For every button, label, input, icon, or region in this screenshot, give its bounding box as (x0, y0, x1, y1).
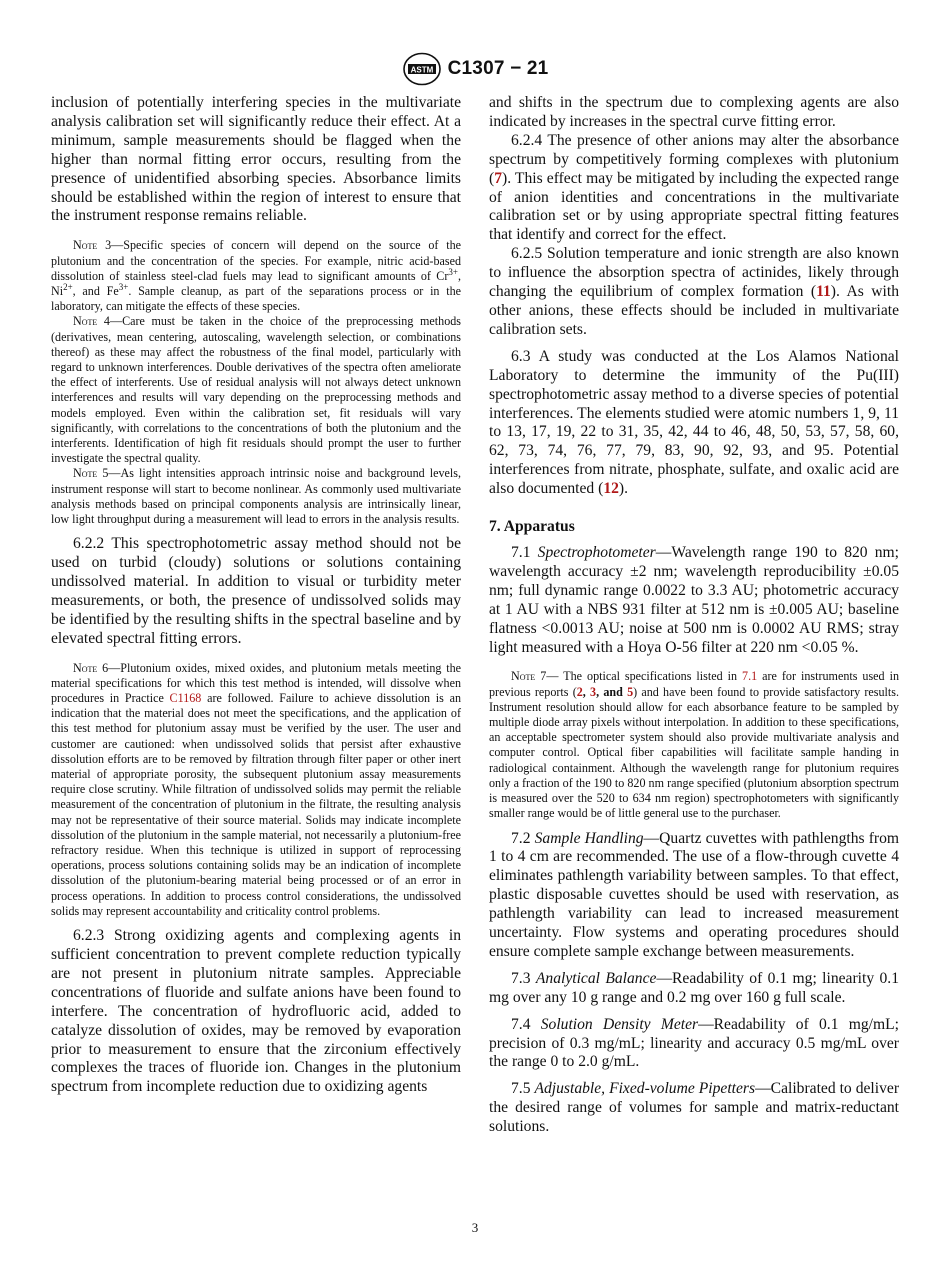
paragraph-7-3: 7.3 Analytical Balance—Readability of 0.1 mg; linearity 0.1 mg over any 10 g range and 0.2 mg over 160 g full scale. (489, 969, 899, 1006)
ref-link-2[interactable]: 2 (576, 684, 583, 699)
paragraph-6-2-3: 6.2.3 Strong oxidizing agents and complexing agents in sufficient concentration to prevent complete reduction typically are not present in plutonium nitrate samples. Appreciable concentrations of fluoride and sulfate anions have been found to interfere. The concentration of hydrofluoric acid, added to catalyze dissolution of oxides, may be removed by evaporation prior to measurement to ensure that the zirconium effectively complexes the traces of fluoride ion. Changes in the plutonium spectrum from incomplete reduction due to oxidizing agents (51, 927, 461, 1096)
page-number: 3 (471, 1220, 479, 1235)
ref-link-7-1[interactable]: 7.1 (742, 669, 758, 684)
paragraph-6-2-5: 6.2.5 Solution temperature and ionic strength are also known to influence the absorption spectra of actinides, likely through changing the equilibrium of complex formation (11). As with other anions, these effects should be included in multivariate calibration sets. (489, 245, 899, 338)
ref-link-7[interactable]: 7 (494, 169, 502, 187)
left-column (51, 94, 461, 1097)
ref-link-3[interactable]: 3 (590, 684, 597, 699)
astm-logo-icon (402, 52, 442, 86)
paragraph-continued: inclusion of potentially interfering species in the multivariate analysis calibration set will significantly reduce their effect. At a minimum, sample measurements should be flagged when the higher than normal fitting error occurs, resulting from the presence of unidentified absorbing species. Absorbance limits should be established within the region of interest to ensure that the instrument response remains reliable. (51, 94, 461, 225)
note-5: Note 5—As light intensities approach intrinsic noise and background levels, instrument response will start to become nonlinear. As commonly used multivariate analysis methods based on principal components analysis are intrinsically linear, low light throughput during a measurement will lead to errors in the analysis results. (51, 466, 461, 526)
svg-text:ASTM: ASTM (410, 65, 433, 75)
ref-link-c1168[interactable]: C1168 (169, 691, 202, 706)
right-column (489, 94, 899, 1137)
ref-link-12[interactable]: 12 (603, 480, 619, 498)
paragraph-6-3: 6.3 A study was conducted at the Los Alamos National Laboratory to determine the immunity of the Pu(III) spectrophotometric assay method to a diverse species of potential interferences. The elements studied were atomic numbers 1, 9, 11 to 13, 17, 19, 22 to 31, 35, 42, 44 to 46, 48, 50, 53, 57, 58, 60, 62, 73, 74, 76, 77, 79, 83, 90, 92, 93, and 95. Potential interferences from nitrate, phosphate, sulfate, and oxalic acid are also documented (12). (489, 347, 899, 498)
document-id: C1307 − 21 (447, 58, 549, 79)
paragraph-7-2: 7.2 Sample Handling—Quartz cuvettes with pathlengths from 1 to 4 cm are recommended. The use of a flow-through cuvette 4 eliminates pathlength variability between samples. To that effect, plastic disposable cuvettes should be used with reservation, as pathlength variability can lead to increased measurement uncertainty. Flow systems and operating procedures should ensure complete sample exchange between measurements. (489, 829, 900, 960)
ref-link-11[interactable]: 11 (816, 283, 831, 301)
paragraph-7-5: 7.5 Adjustable, Fixed-volume Pipetters—Calibrated to deliver the desired range of volumes for sample and matrix-reductant solutions. (489, 1080, 900, 1136)
page-header (0, 52, 950, 86)
ref-link-5[interactable]: 5 (627, 684, 634, 699)
paragraph-6-2-4: 6.2.4 The presence of other anions may alter the absorbance spectrum by competitively forming complexes with plutonium (7). This effect may be mitigated by including the expected range of anion identities and concentrations in the multivariate calibration set or by using appropriate spectral fitting features that identify and correct for the effect. (489, 131, 899, 244)
note-3: Note 3—Specific species of concern will depend on the source of the plutonium and the concentration of the species. For example, nitric acid-based dissolution of stainless steel-clad fuels may lead to significant amounts of $Cr^{3+}$, $Ni^{2+}$, and $Fe^{3+}$. Sample cleanup, as part of the separations process or in the laboratory, can mitigate the effects of these species. (51, 238, 461, 314)
paragraph-7-4: 7.4 Solution Density Meter—Readability of 0.1 mg/mL; precision of 0.3 mg/mL; linearity and accuracy 0.5 mg/mL over the range 0 to 2.0 g/mL. (489, 1015, 899, 1071)
paragraph-continued-right: and shifts in the spectrum due to complexing agents are also indicated by increases in the spectral curve fitting error. (489, 94, 899, 130)
paragraph-7-1: 7.1 Spectrophotometer—Wavelength range 190 to 820 nm; wavelength accuracy ±2 nm; wavelength reproducibility ±0.05 nm; full dynamic range 0.0022 to 3.3 AU; photometric accuracy at 1 AU with a NBS 931 filter at 512 nm is ±0.005 AU; baseline flatness <0.0013 AU; noise at 500 nm is 0.0002 AU RMS; stray light measured with a Hoya O-56 filter at 220 nm <0.05 %. (489, 544, 899, 656)
note-7: Note 7— The optical specifications listed in 7.1 are for instruments used in previous reports (2, 3, and 5) and have been found to provide satisfactory results. Instrument resolution should allow for each absorbance feature to be sampled by multiple diode array pixels without interpolation. In addition to these specifications, an acceptable spectrometer system should also provide multivariate analysis and computer control. Optical fiber capabilities will facilitate sample handing in radiological containment. Although the wavelength range for plutonium requires only a fraction of the 190 to 820 nm range specified (plutonium absorption spectrum is measured over the 520 to 634 nm region) spectrophotometers with significantly smaller range would be of little general use to the purchaser. (489, 669, 900, 821)
note-4: Note 4—Care must be taken in the choice of the preprocessing methods (derivatives, mean centering, autoscaling, wavelength selection, or combinations thereof) as these may affect the robustness of the final model, particularly with regard to unknown interferences. Double derivatives of the spectra often ameliorate the effect of interferents. Use of residual analysis will not always detect unknown interferences and results will vary depending on the preprocessing methods and models employed. Even within the calibration set, fit residuals will vary significantly, with correlations to the concentrations of both the plutonium and the interferents. Identification of high fit residuals should prompt the user to further investigate the spectral quality. (51, 314, 461, 466)
note-6: Note 6—Plutonium oxides, mixed oxides, and plutonium metals meeting the material specifications for which this test method is intended, will dissolve when procedures in Practice C1168 are followed. Failure to achieve dissolution is an indication that the material does not meet the specifications, and the application of this test method for plutonium assay must be verified by the user. The user and customer are cautioned: when undissolved solids that persist after exhaustive dissolution efforts are to be removed by filtration through filter paper or other inert material of appropriate porosity, the subsequent plutonium assay measurements require close scrutiny. While filtration of undissolved solids may permit the reliable measurement of the concentration of plutonium in the filtrate, the resulting analysis may not be representative of their source material. Solids may indicate incomplete dissolution of the plutonium in the sample material, not necessarily a plutonium-free refractory residue. When this technique is utilized in support of reprocessing operations, process solutions containing solids may be an indication of incomplete dissolution of the plutonium-bearing material being processed or of an error in process operations. In addition to process control considerations, the undissolved solids may represent accountability and criticality control problems. (51, 660, 461, 918)
section-heading-apparatus: 7. Apparatus (489, 518, 575, 536)
paragraph-6-2-2: 6.2.2 This spectrophotometric assay method should not be used on turbid (cloudy) solutions or solutions containing undissolved material. In addition to visual or turbidity meter measurements, or both, the presence of undissolved solids may be identified by the resulting shifts in the spectral baseline and by elevated spectral fitting errors. (51, 535, 461, 647)
